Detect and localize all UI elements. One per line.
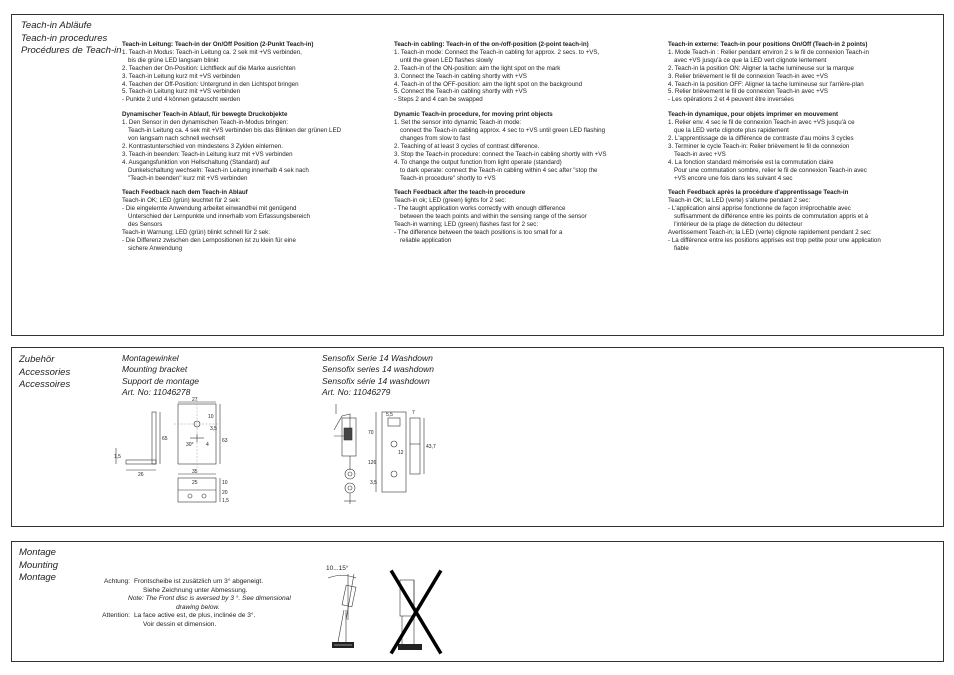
product-line: Sensofix Serie 14 Washdown (322, 353, 433, 363)
text-line: 5. Connect the Teach-in cabling shortly with +VS (394, 88, 527, 96)
dim-label: 126 (368, 460, 377, 466)
section-heading: Teach-in cabling: Teach-in of the on-/off-position (2-point teach-in) (394, 41, 589, 48)
text-line: 1. Den Sensor in den dynamischen Teach-in-Modus bringen: (122, 119, 289, 127)
text-line: - Die eingelernte Anwendung arbeitet einwandfrei mit genügend (122, 205, 297, 213)
text-line: 3. Relier brièvement le fil de connexion Teach-in avec +VS (668, 72, 828, 80)
title-line: Accessoires (19, 379, 71, 390)
product-line: Art. No: 11046278 (122, 386, 191, 397)
product-line: Sensofix série 14 washdown (322, 375, 430, 386)
text-line: Teach-in avec +VS (674, 150, 726, 158)
sensofix-label (322, 353, 434, 398)
text-line: 3. Stop the Teach-in procedure: connect the Teach-in cabling shortly with +VS (394, 150, 607, 158)
paragraph-gap (668, 182, 940, 189)
product-line: Art. No: 11046279 (322, 386, 391, 397)
text-line: 2. Teaching of at least 3 cycles of contrast difference. (394, 142, 540, 150)
dim-label: 63 (222, 438, 228, 444)
text-line: 2. Kontrastunterschied von mindestens 3 Zyklen einlernen. (122, 142, 283, 150)
montage-title (19, 547, 58, 585)
paragraph-gap (668, 104, 940, 111)
section-heading: Teach-in externe: Teach-in pour positions On/Off (Teach-in 2 points) (668, 41, 868, 48)
mounting-bracket-drawing (116, 398, 236, 510)
text-line: fiable (674, 244, 689, 252)
text-line: - The difference between the teach positions is too small for a (394, 228, 563, 236)
paragraph-gap (394, 182, 659, 189)
teach-in-english-column (394, 41, 659, 245)
text-line: Avertissement Teach-in; la LED (verte) clignote rapidement pendant 2 sec: (668, 228, 872, 236)
text-line: - La différence entre les positions apprises est trop petite pour une application (668, 236, 881, 244)
text-line: 2. Teachen der On-Position: Lichtfleck auf die Marke ausrichten (122, 64, 296, 72)
text-line: 4. Teach-in of the OFF-position: aim the light spot on the background (394, 80, 583, 88)
section-heading: Teach-in Leitung: Teach-in der On/Off Position (2-Punkt Teach-in) (122, 41, 314, 48)
product-line: Montagewinkel (122, 353, 179, 363)
paragraph-gap (122, 182, 387, 189)
section-heading: Dynamischer Teach-in Ablauf, für bewegte Druckobjekte (122, 111, 288, 119)
dim-label: 70 (368, 430, 374, 436)
text-line: 4. Ausgangsfunktion von Hellschaltung (Standard) auf (122, 158, 270, 166)
text-line: 1. Set the sensor into dynamic Teach-in mode: (394, 119, 522, 127)
dim-label: 3,5 (210, 426, 217, 432)
text-line: 3. Teach-in Leitung kurz mit +VS verbinden (122, 72, 241, 80)
text-line: - L'application ainsi apprise fonctionne de façon irréprochable avec (668, 205, 851, 213)
dim-label: 10 (208, 414, 214, 420)
accessories-title (19, 354, 70, 392)
title-line: Teach-in Abläufe (21, 20, 92, 31)
dim-label: 12 (398, 450, 404, 456)
text-line: until the green LED flashes slowly (400, 56, 493, 64)
title-line: Zubehör (19, 354, 55, 365)
text-line: - Punkte 2 und 4 können getauscht werden (122, 96, 240, 104)
text-line: 4. La fonction standard mémorisée est la commutation claire (668, 158, 834, 166)
text-line: 1. Teach-in mode: Connect the Teach-in cabling for approx. 2 secs. to +VS, (394, 48, 600, 56)
mounting-bracket-label (122, 353, 199, 398)
text-line: Teach-in Warnung; LED (grün) blinkt schnell für 2 sek: (122, 228, 270, 236)
teach-in-french-column (668, 41, 940, 253)
dim-label: 27 (192, 397, 198, 403)
text-line: 2. L'apprentissage de la différence de contraste d'au moins 3 cycles (668, 134, 854, 142)
dim-label: 5,5 (386, 412, 393, 418)
paragraph-gap (122, 104, 387, 111)
text-line: Teach-in warning; LED (green) flashes fast for 2 sec: (394, 221, 539, 229)
section-heading: Teach Feedback nach dem Teach-in Ablauf (122, 189, 248, 197)
note-row (86, 612, 326, 629)
section-heading: Teach Feedback after the teach-in procedure (394, 189, 526, 197)
text-line: 3. Teach-in beenden: Teach-in Leitung kurz mit +VS verbinden (122, 150, 293, 158)
dim-label: 1,5 (222, 498, 229, 504)
text-line: 1. Teach-in Modus: Teach-in Leitung ca. 2 sek mit +VS verbinden, (122, 48, 302, 56)
text-line: 2. Teach-in of the ON-position: aim the light spot on the mark (394, 64, 561, 72)
text-line: - Les opérations 2 et 4 peuvent être inversées (668, 96, 794, 104)
text-line: Dunkelschaltung wechseln: Teach-in Leitung innerhalb 4 sek nach (128, 166, 309, 174)
note-line: La face active est, de plus, inclinée de 3°. (134, 612, 256, 620)
montage-notes (86, 578, 326, 630)
sensofix-drawing (330, 404, 442, 514)
note-line: drawing below. (176, 603, 220, 611)
text-line: 4. Teach-in la position OFF: Aligner la tache lumineuse sur l'arrière-plan (668, 80, 864, 88)
title-line: Montage (19, 547, 56, 558)
teach-in-german-column (122, 41, 387, 253)
note-text (134, 578, 326, 595)
note-row (128, 595, 326, 612)
section-heading: Teach Feedback après la procédure d'apprentissage Teach-in (668, 189, 849, 197)
dim-label: 35 (192, 469, 198, 475)
note-line: Voir dessin et dimension. (143, 620, 217, 628)
note-line: Frontscheibe ist zusätzlich um 3° abgeneigt. (134, 578, 264, 585)
title-line: Procédures de Teach-in (21, 45, 122, 56)
text-line: Teach-in procedure" shortly to +VS (400, 174, 496, 182)
text-line: 2. Teach-in la position ON: Aligner la tache lumineuse sur la marque (668, 64, 854, 72)
text-line: 5. Relier brièvement le fil de connexion Teach-in avec +VS (668, 88, 828, 96)
product-line: Sensofix series 14 washdown (322, 364, 434, 375)
text-line: avec +VS jusqu'à ce que la LED vert clignote lentement (674, 56, 827, 64)
text-line: connect the Teach-in cabling approx. 4 sec to +VS until green LED flashing (400, 127, 606, 135)
text-line: changes from slow to fast (400, 134, 471, 142)
text-line: Teach-in Leitung ca. 4 sek mit +VS verbinden bis das Blinken der grünen LED (128, 127, 342, 135)
text-line: 5. Teach-in Leitung kurz mit +VS verbinden (122, 88, 241, 96)
text-line: 3. Connect the Teach-in cabling shortly with +VS (394, 72, 527, 80)
product-line: Mounting bracket (122, 364, 188, 375)
text-line: Unterschied der Lernpunkte und innerhalb vom Erfassungsbereich (128, 213, 310, 221)
text-line: to dark operate: connect the Teach-in cabling within 4 sec after "stop the (400, 166, 598, 174)
dim-label: 1,5 (114, 454, 121, 460)
text-line: - Die Differenz zwischen den Lernpositionen ist zu klein für eine (122, 236, 296, 244)
section-heading: Dynamic Teach-in procedure, for moving print objects (394, 111, 553, 119)
text-line: reliable application (400, 236, 452, 244)
dim-label: 3,5 (370, 480, 377, 486)
dim-label: 7 (412, 410, 415, 416)
dim-label: 4 (206, 442, 209, 448)
correct-mounting-drawing (320, 560, 370, 656)
text-line: Teach-in ok; LED (green) lights for 2 sec: (394, 197, 507, 205)
title-line: Teach-in procedures (21, 32, 108, 44)
dim-label: 20 (222, 490, 228, 496)
text-line: 1. Mode Teach-in : Relier pendant environ 2 s le fil de connexion Teach-in (668, 48, 869, 56)
text-line: 4. To change the output function from light operate (standard) (394, 158, 562, 166)
text-line: que la LED verte clignote plus rapidement (674, 127, 789, 135)
text-line: sichere Anwendung (128, 244, 183, 252)
text-line: +VS encore une fois dans les suivant 4 sec (674, 174, 793, 182)
text-line: des Sensors (128, 221, 163, 229)
text-line: l'intérieur de la plage de détection du détecteur (674, 221, 803, 229)
title-line: Accessories (19, 366, 71, 378)
text-line: Teach-in OK; LED (grün) leuchtet für 2 sek: (122, 197, 241, 205)
dim-label: 43,7 (426, 444, 436, 450)
dim-label: 30° (186, 442, 194, 448)
text-line: 4. Teachen der Off-Position: Untergrund in den Lichtspot bringen (122, 80, 299, 88)
note-text (128, 595, 326, 612)
text-line: 3. Terminer le cycle Teach-in: Relier brièvement le fil de connexion (668, 142, 850, 150)
paragraph-gap (394, 104, 659, 111)
text-line: von langsam nach schnell wechselt (128, 134, 225, 142)
dim-label: 10 (222, 480, 228, 486)
text-line: - Steps 2 and 4 can be swapped (394, 96, 483, 104)
title-line: Mounting (19, 559, 59, 571)
note-text (134, 612, 326, 629)
text-line: Teach-in OK; la LED (verte) s'allume pendant 2 sec: (668, 197, 811, 205)
text-line: - The taught application works correctly with enough difference (394, 205, 566, 213)
note-key: Achtung: (103, 578, 130, 585)
title-line: Montage (19, 572, 56, 583)
text-line: between the teach points and within the sensing range of the sensor (400, 213, 587, 221)
product-line: Support de montage (122, 375, 200, 386)
angle-label: 10...15° (326, 565, 349, 572)
note-key: Attention: (102, 612, 130, 620)
note-line: Siehe Zeichnung unter Abmessung. (143, 586, 248, 594)
section-heading: Teach-in dynamique, pour objets imprimer en mouvement (668, 111, 839, 119)
note-line: Note: The Front disc is aversed by 3 °. See dimensional (128, 595, 291, 603)
text-line: 1. Relier env. 4 sec le fil de connexion Teach-in avec +VS jusqu'à ce (668, 119, 855, 127)
note-row (86, 578, 326, 595)
incorrect-mounting-drawing (388, 566, 448, 658)
teach-in-title (21, 20, 122, 58)
dim-label: 26 (138, 472, 144, 478)
text-line: Pour une commutation sombre, relier le fil de connexion Teach-in avec (674, 166, 867, 174)
text-line: "Teach-in beenden" kurz mit +VS verbinden (128, 174, 248, 182)
text-line: suffisamment de différence entre les points de commutation appris et à (674, 213, 869, 221)
text-line: bis die grüne LED langsam blinkt (128, 56, 219, 64)
dim-label: 25 (192, 480, 198, 486)
dim-label: 65 (162, 436, 168, 442)
